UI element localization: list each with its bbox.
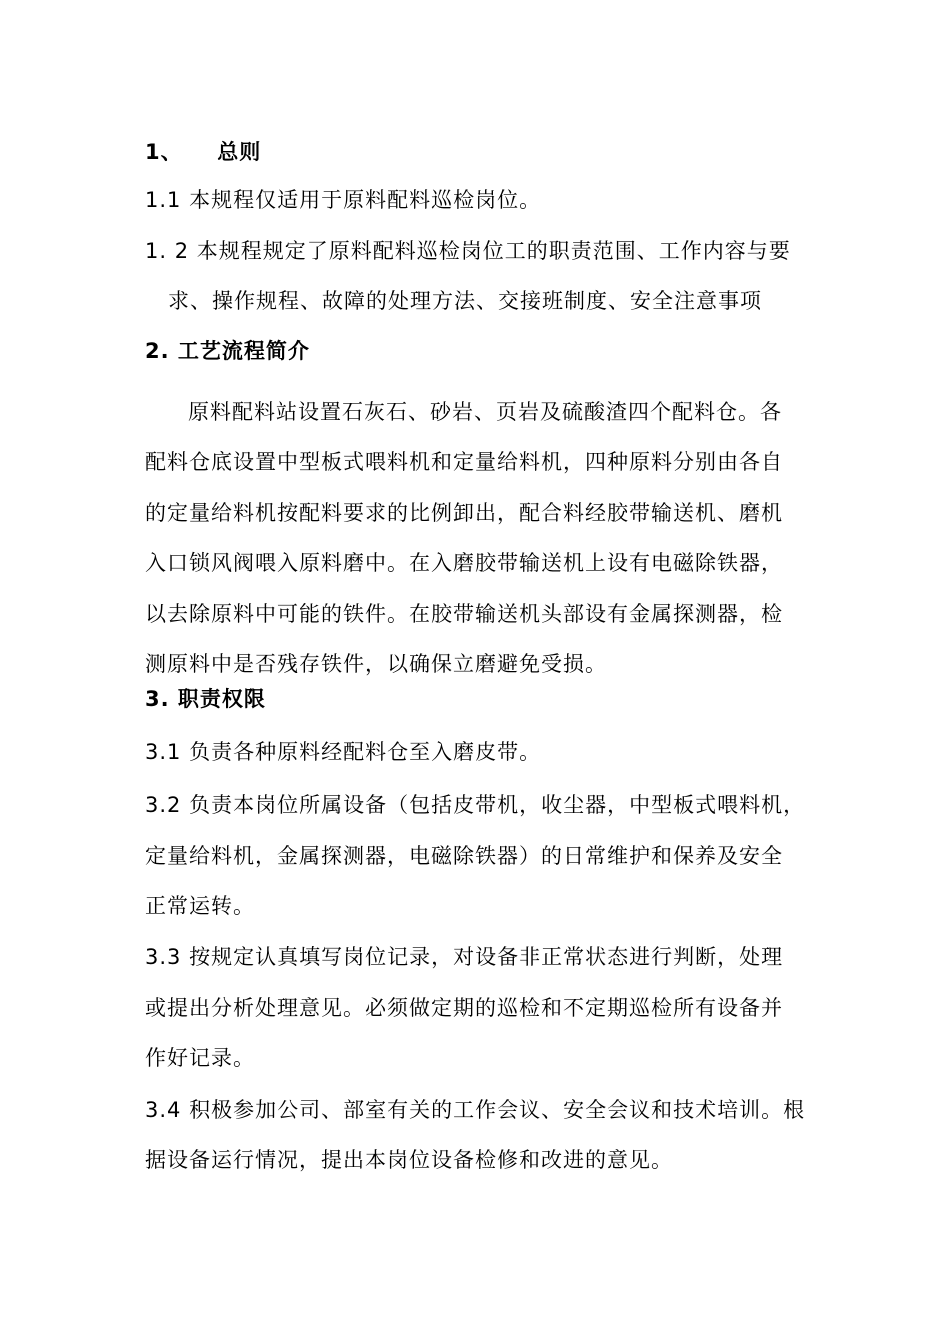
section-2-para-line: 入口锁风阀喂入原料磨中。在入磨胶带输送机上设有电磁除铁器， (145, 551, 783, 575)
item-3-1: 3.1 负责各种原料经配料仓至入磨皮带。 (145, 740, 542, 764)
item-1-2-line-1: 1. 2 本规程规定了原料配料巡检岗位工的职责范围、工作内容与要 (145, 239, 791, 263)
section-2-para-line: 配料仓底设置中型板式喂料机和定量给料机，四种原料分别由各自 (145, 450, 783, 474)
section-1-heading (145, 138, 261, 166)
item-3-2-line: 正常运转。 (145, 894, 255, 918)
item-3-3-line: 3.3 按规定认真填写岗位记录，对设备非正常状态进行判断，处理 (145, 945, 784, 969)
item-3-4-line: 3.4 积极参加公司、部室有关的工作会议、安全会议和技术培训。根 (145, 1098, 806, 1122)
item-3-3-line: 作好记录。 (145, 1046, 255, 1070)
item-3-2-line: 3.2 负责本岗位所属设备（包括皮带机，收尘器，中型板式喂料机， (145, 793, 806, 817)
section-3-heading: 3. 职责权限 (145, 687, 266, 711)
section-1-title: 总则 (217, 140, 262, 164)
section-2-para-line: 以去除原料中可能的铁件。在胶带输送机头部设有金属探测器，检 (145, 602, 783, 626)
section-2-heading: 2. 工艺流程简介 (145, 339, 310, 363)
section-2-para-line: 的定量给料机按配料要求的比例卸出，配合料经胶带输送机、磨机 (145, 501, 783, 525)
item-3-3-line: 或提出分析处理意见。必须做定期的巡检和不定期巡检所有设备并 (145, 996, 783, 1020)
section-2-para-line: 测原料中是否残存铁件，以确保立磨避免受损。 (145, 652, 607, 676)
item-1-1: 1.1 本规程仅适用于原料配料巡检岗位。 (145, 188, 542, 212)
item-3-2-line: 定量给料机，金属探测器，电磁除铁器）的日常维护和保养及安全 (145, 844, 783, 868)
section-1-number: 1、 (145, 140, 183, 164)
item-3-4-line: 据设备运行情况，提出本岗位设备检修和改进的意见。 (145, 1148, 673, 1172)
item-1-2-line-2: 求、操作规程、故障的处理方法、交接班制度、安全注意事项 (168, 289, 762, 313)
section-2-para-line: 原料配料站设置石灰石、砂岩、页岩及硫酸渣四个配料仓。各 (188, 400, 782, 424)
